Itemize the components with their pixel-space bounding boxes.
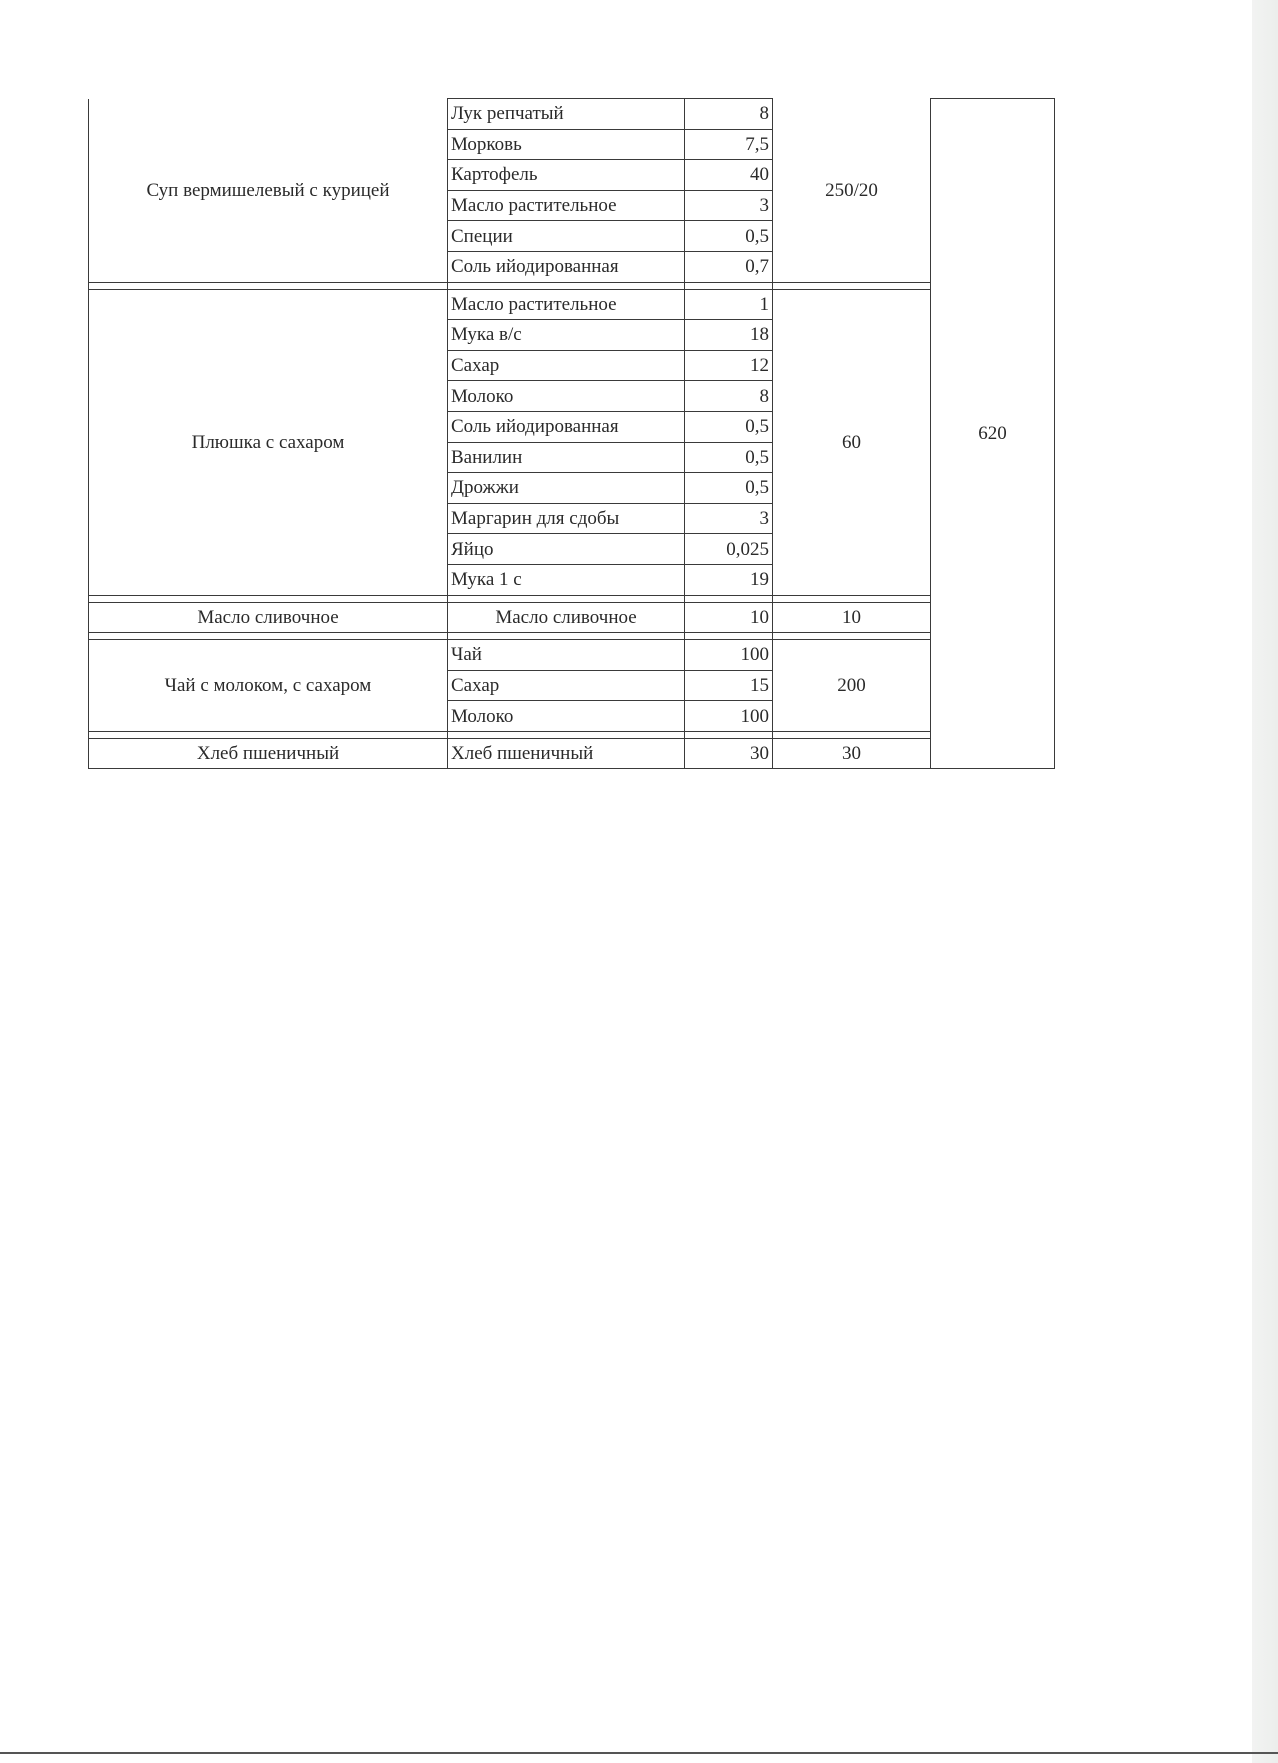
- ingredient-qty-cell: 3: [685, 190, 773, 221]
- ingredient-qty-cell: 8: [685, 381, 773, 412]
- scan-page-edge: [1252, 0, 1278, 1763]
- ingredient-name-cell: Масло растительное: [448, 289, 685, 320]
- dish-output-cell: 60: [773, 289, 931, 595]
- ingredient-qty-cell: 7,5: [685, 129, 773, 160]
- dish-output-cell: 10: [773, 602, 931, 633]
- ingredient-qty-cell: 30: [685, 738, 773, 769]
- ingredient-name-cell: Чай: [448, 640, 685, 671]
- ingredient-name-cell: Ванилин: [448, 442, 685, 473]
- ingredient-qty-cell: 40: [685, 160, 773, 191]
- table-row: [89, 602, 1055, 633]
- ingredient-qty-cell: 0,5: [685, 411, 773, 442]
- ingredient-name-cell: Специи: [448, 221, 685, 252]
- ingredient-qty-cell: 19: [685, 564, 773, 595]
- menu-table: [88, 98, 1055, 769]
- dish-output-cell: 30: [773, 738, 931, 769]
- table-row: [89, 738, 1055, 769]
- ingredient-name-cell: Дрожжи: [448, 473, 685, 504]
- row-separator: [89, 633, 1055, 640]
- ingredient-name-cell: Сахар: [448, 350, 685, 381]
- dish-name-cell: Хлеб пшеничный: [89, 738, 448, 769]
- total-output-cell: 620: [931, 99, 1055, 769]
- ingredient-qty-cell: 100: [685, 701, 773, 732]
- table-row: [89, 99, 1055, 130]
- row-separator: [89, 731, 1055, 738]
- table-row: [89, 289, 1055, 320]
- table-row: [89, 640, 1055, 671]
- ingredient-name-cell: Масло растительное: [448, 190, 685, 221]
- dish-name-cell: Чай с молоком, с сахаром: [89, 640, 448, 732]
- ingredient-name-cell: Маргарин для сдобы: [448, 503, 685, 534]
- ingredient-qty-cell: 15: [685, 670, 773, 701]
- ingredient-qty-cell: 8: [685, 99, 773, 130]
- ingredient-name-cell: Молоко: [448, 701, 685, 732]
- ingredient-name-cell: Соль ийодированная: [448, 411, 685, 442]
- ingredient-qty-cell: 0,5: [685, 473, 773, 504]
- scan-bottom-edge: [0, 1752, 1278, 1754]
- ingredient-qty-cell: 100: [685, 640, 773, 671]
- ingredient-name-cell: Мука 1 с: [448, 564, 685, 595]
- ingredient-name-cell: Молоко: [448, 381, 685, 412]
- ingredient-name-cell: Яйцо: [448, 534, 685, 565]
- ingredient-name-cell: Соль ийодированная: [448, 251, 685, 282]
- ingredient-qty-cell: 0,7: [685, 251, 773, 282]
- ingredient-qty-cell: 1: [685, 289, 773, 320]
- ingredient-qty-cell: 0,025: [685, 534, 773, 565]
- row-separator: [89, 595, 1055, 602]
- row-separator: [89, 282, 1055, 289]
- ingredient-name-cell: Масло сливочное: [448, 602, 685, 633]
- dish-name-cell: Масло сливочное: [89, 602, 448, 633]
- ingredient-name-cell: Картофель: [448, 160, 685, 191]
- ingredient-name-cell: Мука в/с: [448, 320, 685, 351]
- ingredient-name-cell: Морковь: [448, 129, 685, 160]
- ingredient-qty-cell: 12: [685, 350, 773, 381]
- ingredient-name-cell: Хлеб пшеничный: [448, 738, 685, 769]
- dish-name-cell: Суп вермишелевый с курицей: [89, 99, 448, 283]
- ingredient-qty-cell: 0,5: [685, 442, 773, 473]
- dish-name-cell: Плюшка с сахаром: [89, 289, 448, 595]
- ingredient-name-cell: Сахар: [448, 670, 685, 701]
- dish-output-cell: 200: [773, 640, 931, 732]
- ingredient-qty-cell: 18: [685, 320, 773, 351]
- ingredient-qty-cell: 3: [685, 503, 773, 534]
- ingredient-qty-cell: 10: [685, 602, 773, 633]
- ingredient-name-cell: Лук репчатый: [448, 99, 685, 130]
- ingredient-qty-cell: 0,5: [685, 221, 773, 252]
- dish-output-cell: 250/20: [773, 99, 931, 283]
